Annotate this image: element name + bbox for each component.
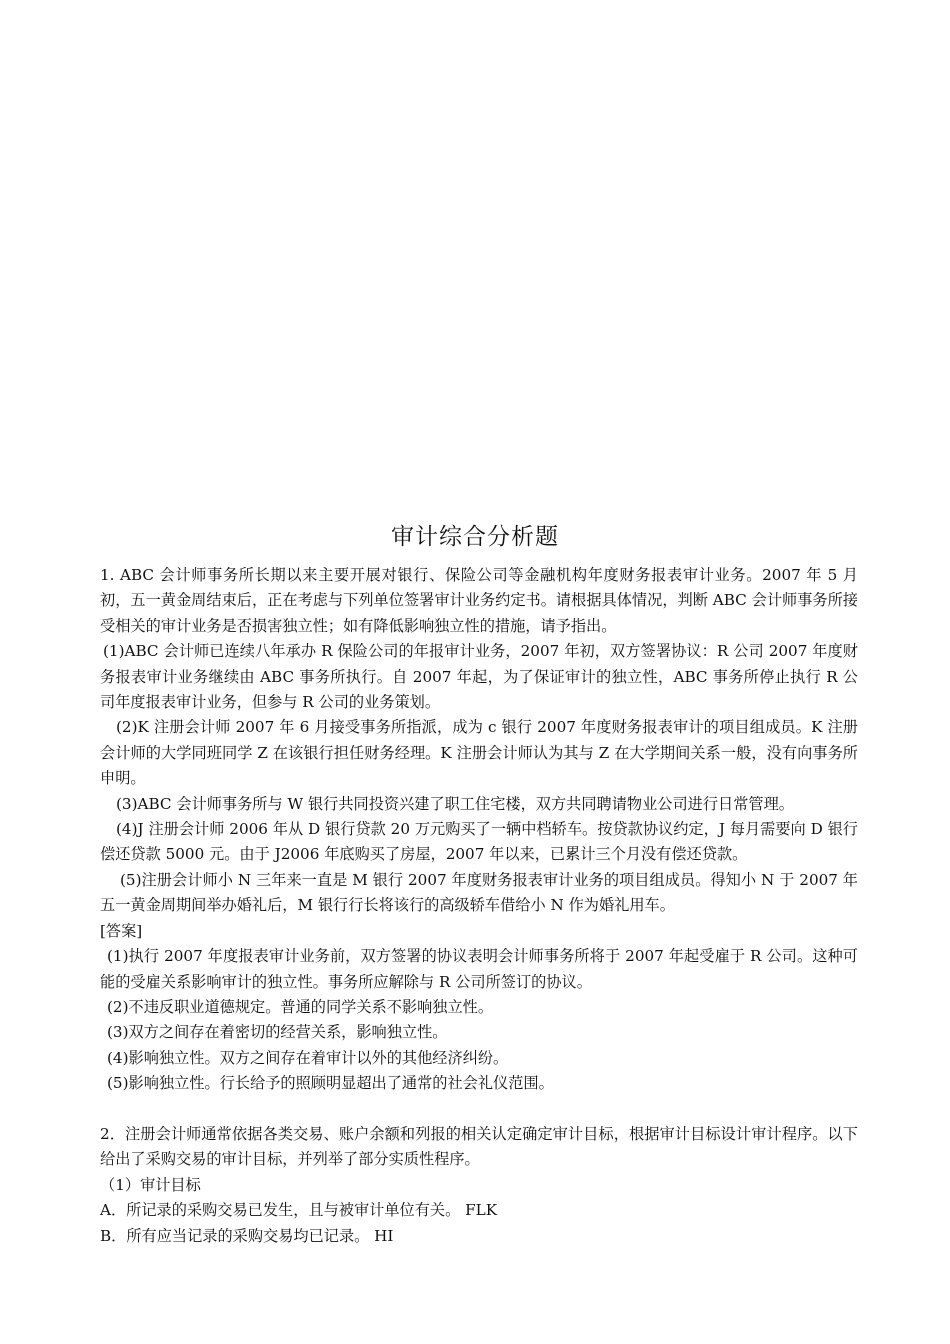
- answer-3: (3)双方之间存在着密切的经营关系，影响独立性。: [107, 1023, 448, 1042]
- q1-item-2: (2)K 注册会计师 2007 年 6 月接受事务所指派，成为 c 银行 2007 年度财务报表审计的项目组成员。K 注册会计师的大学同班同学 Z 在该银行担任财务经理。K 注册会计师认为其与 Z 在大学期间关系一般，没有向事务所申明。: [100, 718, 858, 788]
- q2-item-b: B．所有应当记录的采购交易均已记录。 HI: [100, 1226, 394, 1245]
- q1-item-4: (4)J 注册会计师 2006 年从 D 银行贷款 20 万元购买了一辆中档轿车。按贷款协议约定，J 每月需要向 D 银行偿还贷款 5000 元。由于 J2006 年底购买了房屋，2007 年以来，已累计三个月没有偿还贷款。: [100, 820, 858, 864]
- q1-item-3: (3)ABC 会计师事务所与 W 银行共同投资兴建了职工住宅楼，双方共同聘请物业公司进行日常管理。: [116, 794, 794, 813]
- q1-stem: 1. ABC 会计师事务所长期以来主要开展对银行、保险公司等金融机构年度财务报表审计业务。2007 年 5 月初，五一黄金周结束后，正在考虑与下列单位签署审计业务约定书。请根据具体情况，判断 ABC 会计师事务所接受相关的审计业务是否损害独立性；如有降低影响独立性的措施，请予指出。: [100, 566, 858, 635]
- q1-item-5: (5)注册会计师小 N 三年来一直是 M 银行 2007 年度财务报表审计业务的项目组成员。得知小 N 于 2007 年五一黄金周期间举办婚礼后，M 银行行长将该行的高级轿车借给小 N 作为婚礼用车。: [100, 870, 858, 915]
- answer-5: (5)影响独立性。行长给予的照顾明显超出了通常的社会礼仪范围。: [107, 1074, 554, 1093]
- q1-item-1: (1)ABC 会计师已连续八年承办 R 保险公司的年报审计业务，2007 年初，双方签署协议：R 公司 2007 年度财务报表审计业务继续由 ABC 事务所执行。自 2007 年起，为了保证审计的独立性，ABC 事务所停止执行 R 公司年度报表审计业务，但参与 R 公司的业务策划。: [100, 642, 858, 712]
- answer-2: (2)不违反职业道德规定。普通的同学关系不影响独立性。: [107, 997, 494, 1016]
- answer-4: (4)影响独立性。双方之间存在着审计以外的其他经济纠纷。: [107, 1048, 509, 1067]
- paragraph-gap: [100, 1097, 858, 1122]
- answer-label: [答案]: [100, 921, 143, 940]
- q2-subheading: （1）审计目标: [100, 1175, 201, 1194]
- q2-item-a: A．所记录的采购交易已发生，且与被审计单位有关。 FLK: [100, 1201, 498, 1220]
- document-title: 审计综合分析题: [391, 524, 559, 550]
- answer-1: (1)执行 2007 年度报表审计业务前，双方签署的协议表明会计师事务所将于 2007 年起受雇于 R 公司。这种可能的受雇关系影响审计的独立性。事务所应解除与 R 公司所签订的协议。: [100, 947, 858, 991]
- document-body: [100, 563, 858, 1249]
- q2-stem: 2．注册会计师通常依据各类交易、账户余额和列报的相关认定确定审计目标，根据审计目标设计审计程序。以下给出了采购交易的审计目标，并列举了部分实质性程序。: [100, 1124, 858, 1169]
